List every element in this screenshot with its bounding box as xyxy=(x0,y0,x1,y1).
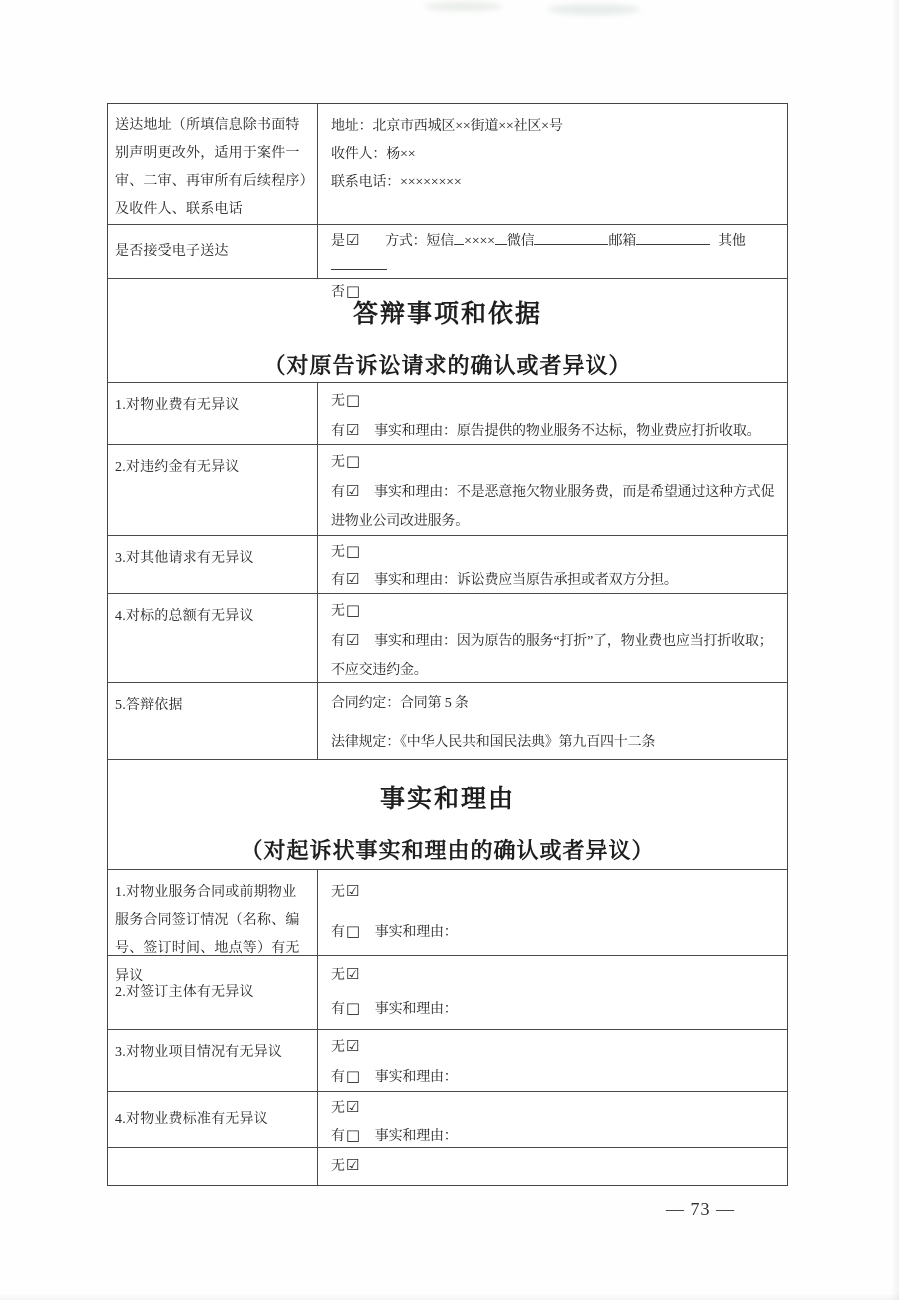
fill-blank xyxy=(331,254,387,270)
row-value-cell xyxy=(318,956,787,1029)
yes-label: 有 xyxy=(331,1002,345,1017)
facts-section-title: 事实和理由 xyxy=(379,785,515,813)
recipient-line: 收件人：杨×× xyxy=(331,147,416,162)
yes-label: 有 xyxy=(331,1070,345,1085)
row-value-cell xyxy=(318,870,787,955)
fill-blank xyxy=(495,229,507,245)
row-label: 4.对物业费标准有无异议 xyxy=(115,1111,268,1127)
row-label-cell xyxy=(108,445,318,535)
yes-objection-line xyxy=(331,566,782,594)
wechat-label: 微信 xyxy=(506,234,535,249)
row-label-cell xyxy=(108,956,318,1029)
facts-row-fee-standard xyxy=(108,1091,787,1147)
no-label: 无 xyxy=(331,604,345,619)
reason-text: 事实和理由：因为原告的服务“打折”了，物业费也应当打折收取；不应交违约金。 xyxy=(331,634,773,678)
facts-row-contract-signing xyxy=(108,869,787,984)
yes-label: 是 xyxy=(331,234,345,249)
row-value-cell xyxy=(318,594,787,682)
row-label: 1.对物业费有无异议 xyxy=(115,398,240,413)
yes-objection-line xyxy=(331,416,782,446)
checkbox-unchecked-icon: □ xyxy=(345,601,360,619)
row-label: 5.答辩依据 xyxy=(115,698,183,713)
defense-form-table xyxy=(107,103,788,1186)
checkbox-checked-icon: ☑ xyxy=(345,421,360,439)
checkbox-checked-icon: ☑ xyxy=(345,482,360,500)
no-label: 无 xyxy=(331,1040,345,1055)
scan-edge-shadow xyxy=(0,1293,899,1300)
yes-label: 有 xyxy=(331,424,345,439)
address-line: 地址：北京市西城区××街道××社区×号 xyxy=(331,119,563,134)
service-address-label-cell xyxy=(108,104,318,224)
facts-section-header xyxy=(108,759,787,869)
checkbox-unchecked-icon: □ xyxy=(345,922,360,940)
no-label: 无 xyxy=(331,545,345,560)
row-value-cell xyxy=(318,1030,787,1091)
no-objection-line xyxy=(331,958,782,992)
row-value-cell xyxy=(318,1148,787,1185)
checkbox-checked-icon: ☑ xyxy=(345,570,360,588)
row-value-cell xyxy=(318,1092,787,1147)
phone-line: 联系电话：×××××××× xyxy=(331,175,462,190)
yes-objection-line xyxy=(331,912,782,952)
row-label: 4.对标的总额有无异议 xyxy=(115,609,254,624)
no-objection-line xyxy=(331,1151,782,1181)
service-address-label: 送达地址（所填信息除书面特别声明更改外，适用于案件一审、二审、再审所有后续程序）及收件人、联系电话 xyxy=(115,118,307,217)
scan-edge-shadow xyxy=(891,0,899,1300)
yes-label: 有 xyxy=(331,634,345,649)
row-label-cell xyxy=(108,1030,318,1091)
facts-row-partial xyxy=(108,1147,787,1185)
reason-text: 事实和理由： xyxy=(374,1070,458,1085)
row-label-cell xyxy=(108,594,318,682)
reason-text: 事实和理由：不是恶意拖欠物业服务费，而是希望通过这种方式促进物业公司改进服务。 xyxy=(331,485,775,529)
defense-row-total-amount xyxy=(108,593,787,682)
checkbox-checked-icon: ☑ xyxy=(345,231,360,249)
checkbox-unchecked-icon: □ xyxy=(345,282,360,300)
row-label: 1.对物业服务合同或前期物业服务合同签订情况（名称、编号、签订时间、地点等）有无异议 xyxy=(115,885,300,984)
electronic-yes-line xyxy=(331,228,782,279)
scan-artifact xyxy=(548,4,640,15)
row-label: 3.对其他请求有无异议 xyxy=(115,551,254,566)
facts-row-signing-parties xyxy=(108,955,787,1029)
defense-row-other-claims xyxy=(108,535,787,593)
checkbox-checked-icon: ☑ xyxy=(345,965,360,983)
reason-text: 事实和理由：原告提供的物业服务不达标，物业费应打折收取。 xyxy=(374,424,761,439)
contract-basis-line: 合同约定：合同第 5 条 xyxy=(331,696,469,711)
other-label: 其他 xyxy=(718,234,746,249)
fill-blank xyxy=(454,229,464,245)
yes-objection-line xyxy=(331,626,782,685)
no-objection-line xyxy=(331,872,782,912)
row-value-cell xyxy=(318,383,787,444)
reason-text: 事实和理由： xyxy=(374,1002,458,1017)
page-number: — 73 — xyxy=(666,1199,735,1219)
checkbox-checked-icon: ☑ xyxy=(345,1037,360,1055)
row-label: 2.对违约金有无异议 xyxy=(115,460,240,475)
no-label: 无 xyxy=(331,455,345,470)
row-label-cell xyxy=(108,383,318,444)
row-label-cell xyxy=(108,870,318,984)
fill-blank xyxy=(534,229,608,245)
yes-label: 有 xyxy=(331,573,345,588)
yes-objection-line xyxy=(331,1122,782,1150)
checkbox-unchecked-icon: □ xyxy=(345,542,360,560)
service-address-row xyxy=(108,104,787,224)
row-value-cell xyxy=(318,536,787,593)
no-objection-line xyxy=(331,1094,782,1122)
yes-label: 有 xyxy=(331,925,345,940)
yes-objection-line xyxy=(331,992,782,1026)
facts-section-subtitle: （对起诉状事实和理由的确认或者异议） xyxy=(240,838,655,863)
yes-objection-line xyxy=(331,1062,782,1092)
checkbox-unchecked-icon: □ xyxy=(345,1067,360,1085)
no-objection-line xyxy=(331,596,782,626)
no-label: 无 xyxy=(331,394,345,409)
no-label: 无 xyxy=(331,968,345,983)
defense-row-basis xyxy=(108,682,787,759)
email-label: 邮箱 xyxy=(608,234,637,249)
no-label: 无 xyxy=(331,1101,345,1116)
electronic-service-label: 是否接受电子送达 xyxy=(115,243,229,259)
facts-row-project-info xyxy=(108,1029,787,1091)
row-label: 3.对物业项目情况有无异议 xyxy=(115,1045,283,1060)
reason-text: 事实和理由： xyxy=(374,1129,458,1144)
defense-row-property-fee xyxy=(108,382,787,444)
reason-text: 事实和理由： xyxy=(374,925,458,940)
row-label-cell xyxy=(108,1148,318,1185)
no-objection-line xyxy=(331,386,782,416)
no-objection-line xyxy=(331,447,782,477)
checkbox-checked-icon: ☑ xyxy=(345,1098,360,1116)
checkbox-checked-icon: ☑ xyxy=(345,882,360,900)
electronic-service-label-cell xyxy=(108,225,318,278)
checkbox-unchecked-icon: □ xyxy=(345,452,360,470)
defense-row-penalty xyxy=(108,444,787,535)
electronic-service-value-cell xyxy=(318,225,787,300)
service-address-value-cell xyxy=(318,104,787,224)
checkbox-unchecked-icon: □ xyxy=(345,1126,360,1144)
law-basis-line: 法律规定：《中华人民共和国民法典》第九百四十二条 xyxy=(331,735,656,750)
yes-objection-line xyxy=(331,477,782,536)
defense-section-title: 答辩事项和依据 xyxy=(352,300,542,328)
sms-value: ×××× xyxy=(464,234,495,249)
yes-label: 有 xyxy=(331,1129,345,1144)
no-label: 否 xyxy=(331,285,345,300)
no-objection-line xyxy=(331,538,782,566)
checkbox-unchecked-icon: □ xyxy=(345,999,360,1017)
defense-section-subtitle: （对原告诉讼请求的确认或者异议） xyxy=(263,353,632,378)
scan-artifact xyxy=(424,2,502,11)
row-label-cell xyxy=(108,683,318,759)
row-label-cell xyxy=(108,536,318,593)
no-label: 无 xyxy=(331,1159,345,1174)
row-label: 2.对签订主体有无异议 xyxy=(115,984,254,1000)
fill-blank xyxy=(636,229,710,245)
checkbox-unchecked-icon: □ xyxy=(345,391,360,409)
reason-text: 事实和理由：诉讼费应当原告承担或者双方分担。 xyxy=(374,573,678,588)
no-label: 无 xyxy=(331,885,345,900)
row-label-cell xyxy=(108,1092,318,1147)
checkbox-checked-icon: ☑ xyxy=(345,1156,360,1174)
row-value-cell xyxy=(318,445,787,535)
yes-label: 有 xyxy=(331,485,345,500)
method-sms-label: 方式：短信 xyxy=(385,234,455,249)
checkbox-checked-icon: ☑ xyxy=(345,631,360,649)
row-value-cell xyxy=(318,683,787,759)
no-objection-line xyxy=(331,1032,782,1062)
electronic-service-row xyxy=(108,224,787,300)
